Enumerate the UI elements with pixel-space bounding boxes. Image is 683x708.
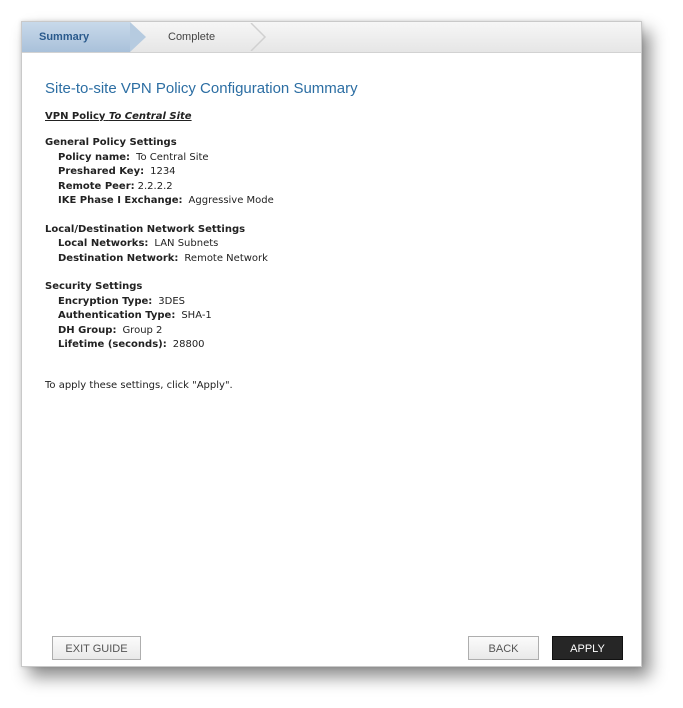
encryption-type-value: 3DES: [158, 295, 185, 307]
lifetime-label: Lifetime (seconds):: [58, 339, 167, 350]
vpn-policy-name: To Central Site: [108, 111, 192, 122]
policy-name-label: Policy name:: [58, 151, 131, 163]
destination-network-value: Remote Network: [184, 252, 268, 264]
ike-exchange-value: Aggressive Mode: [188, 195, 274, 206]
step-summary-arrow: [130, 22, 146, 52]
preshared-key-row: [45, 165, 625, 180]
destination-network-label: Destination Network:: [58, 252, 179, 264]
policy-name-value: To Central Site: [136, 151, 209, 163]
authentication-type-row: [45, 309, 625, 324]
encryption-type-row: [45, 295, 625, 310]
authentication-type-value: SHA-1: [181, 310, 212, 321]
destination-network-row: [45, 252, 625, 267]
network-settings-heading: Local/Destination Network Settings: [45, 223, 246, 235]
dh-group-value: Group 2: [122, 324, 163, 336]
local-networks-label: Local Networks:: [58, 238, 149, 249]
local-networks-value: LAN Subnets: [154, 238, 219, 249]
dh-group-row: [45, 324, 625, 339]
general-policy-heading: General Policy Settings: [45, 137, 177, 148]
security-settings-section: [45, 280, 625, 353]
ike-exchange-label: IKE Phase I Exchange:: [58, 195, 183, 206]
remote-peer-row: [45, 180, 625, 195]
authentication-type-label: Authentication Type:: [58, 310, 176, 321]
preshared-key-label: Preshared Key:: [58, 166, 145, 177]
back-button[interactable]: BACK: [468, 636, 539, 660]
remote-peer-label: Remote Peer:: [58, 180, 135, 192]
apply-button[interactable]: APPLY: [552, 636, 623, 660]
network-settings-section: [45, 223, 625, 267]
step-complete: Complete: [168, 31, 216, 43]
local-networks-row: [45, 237, 625, 252]
encryption-type-label: Encryption Type:: [58, 295, 153, 307]
wizard-step-bar: [22, 22, 641, 53]
general-policy-section: [45, 136, 625, 209]
dh-group-label: DH Group:: [58, 324, 117, 336]
step-separator-chevron-icon: [248, 23, 268, 51]
exit-guide-button[interactable]: EXIT GUIDE: [52, 636, 141, 660]
lifetime-value: 28800: [172, 339, 205, 350]
wizard-window: [21, 21, 642, 667]
remote-peer-value: 2.2.2.2: [137, 180, 173, 192]
policy-name-row: [45, 151, 625, 166]
vpn-policy-prefix: VPN Policy: [45, 111, 106, 122]
step-summary: Summary: [39, 31, 90, 43]
ike-exchange-row: [45, 194, 625, 209]
preshared-key-value: 1234: [150, 166, 176, 177]
lifetime-row: [45, 338, 625, 353]
apply-instruction: To apply these settings, click "Apply".: [45, 379, 233, 391]
vpn-policy-heading: [45, 111, 625, 122]
page-title: Site-to-site VPN Policy Configuration Summary: [45, 80, 358, 97]
summary-content: [45, 80, 625, 393]
security-settings-heading: Security Settings: [45, 281, 143, 292]
